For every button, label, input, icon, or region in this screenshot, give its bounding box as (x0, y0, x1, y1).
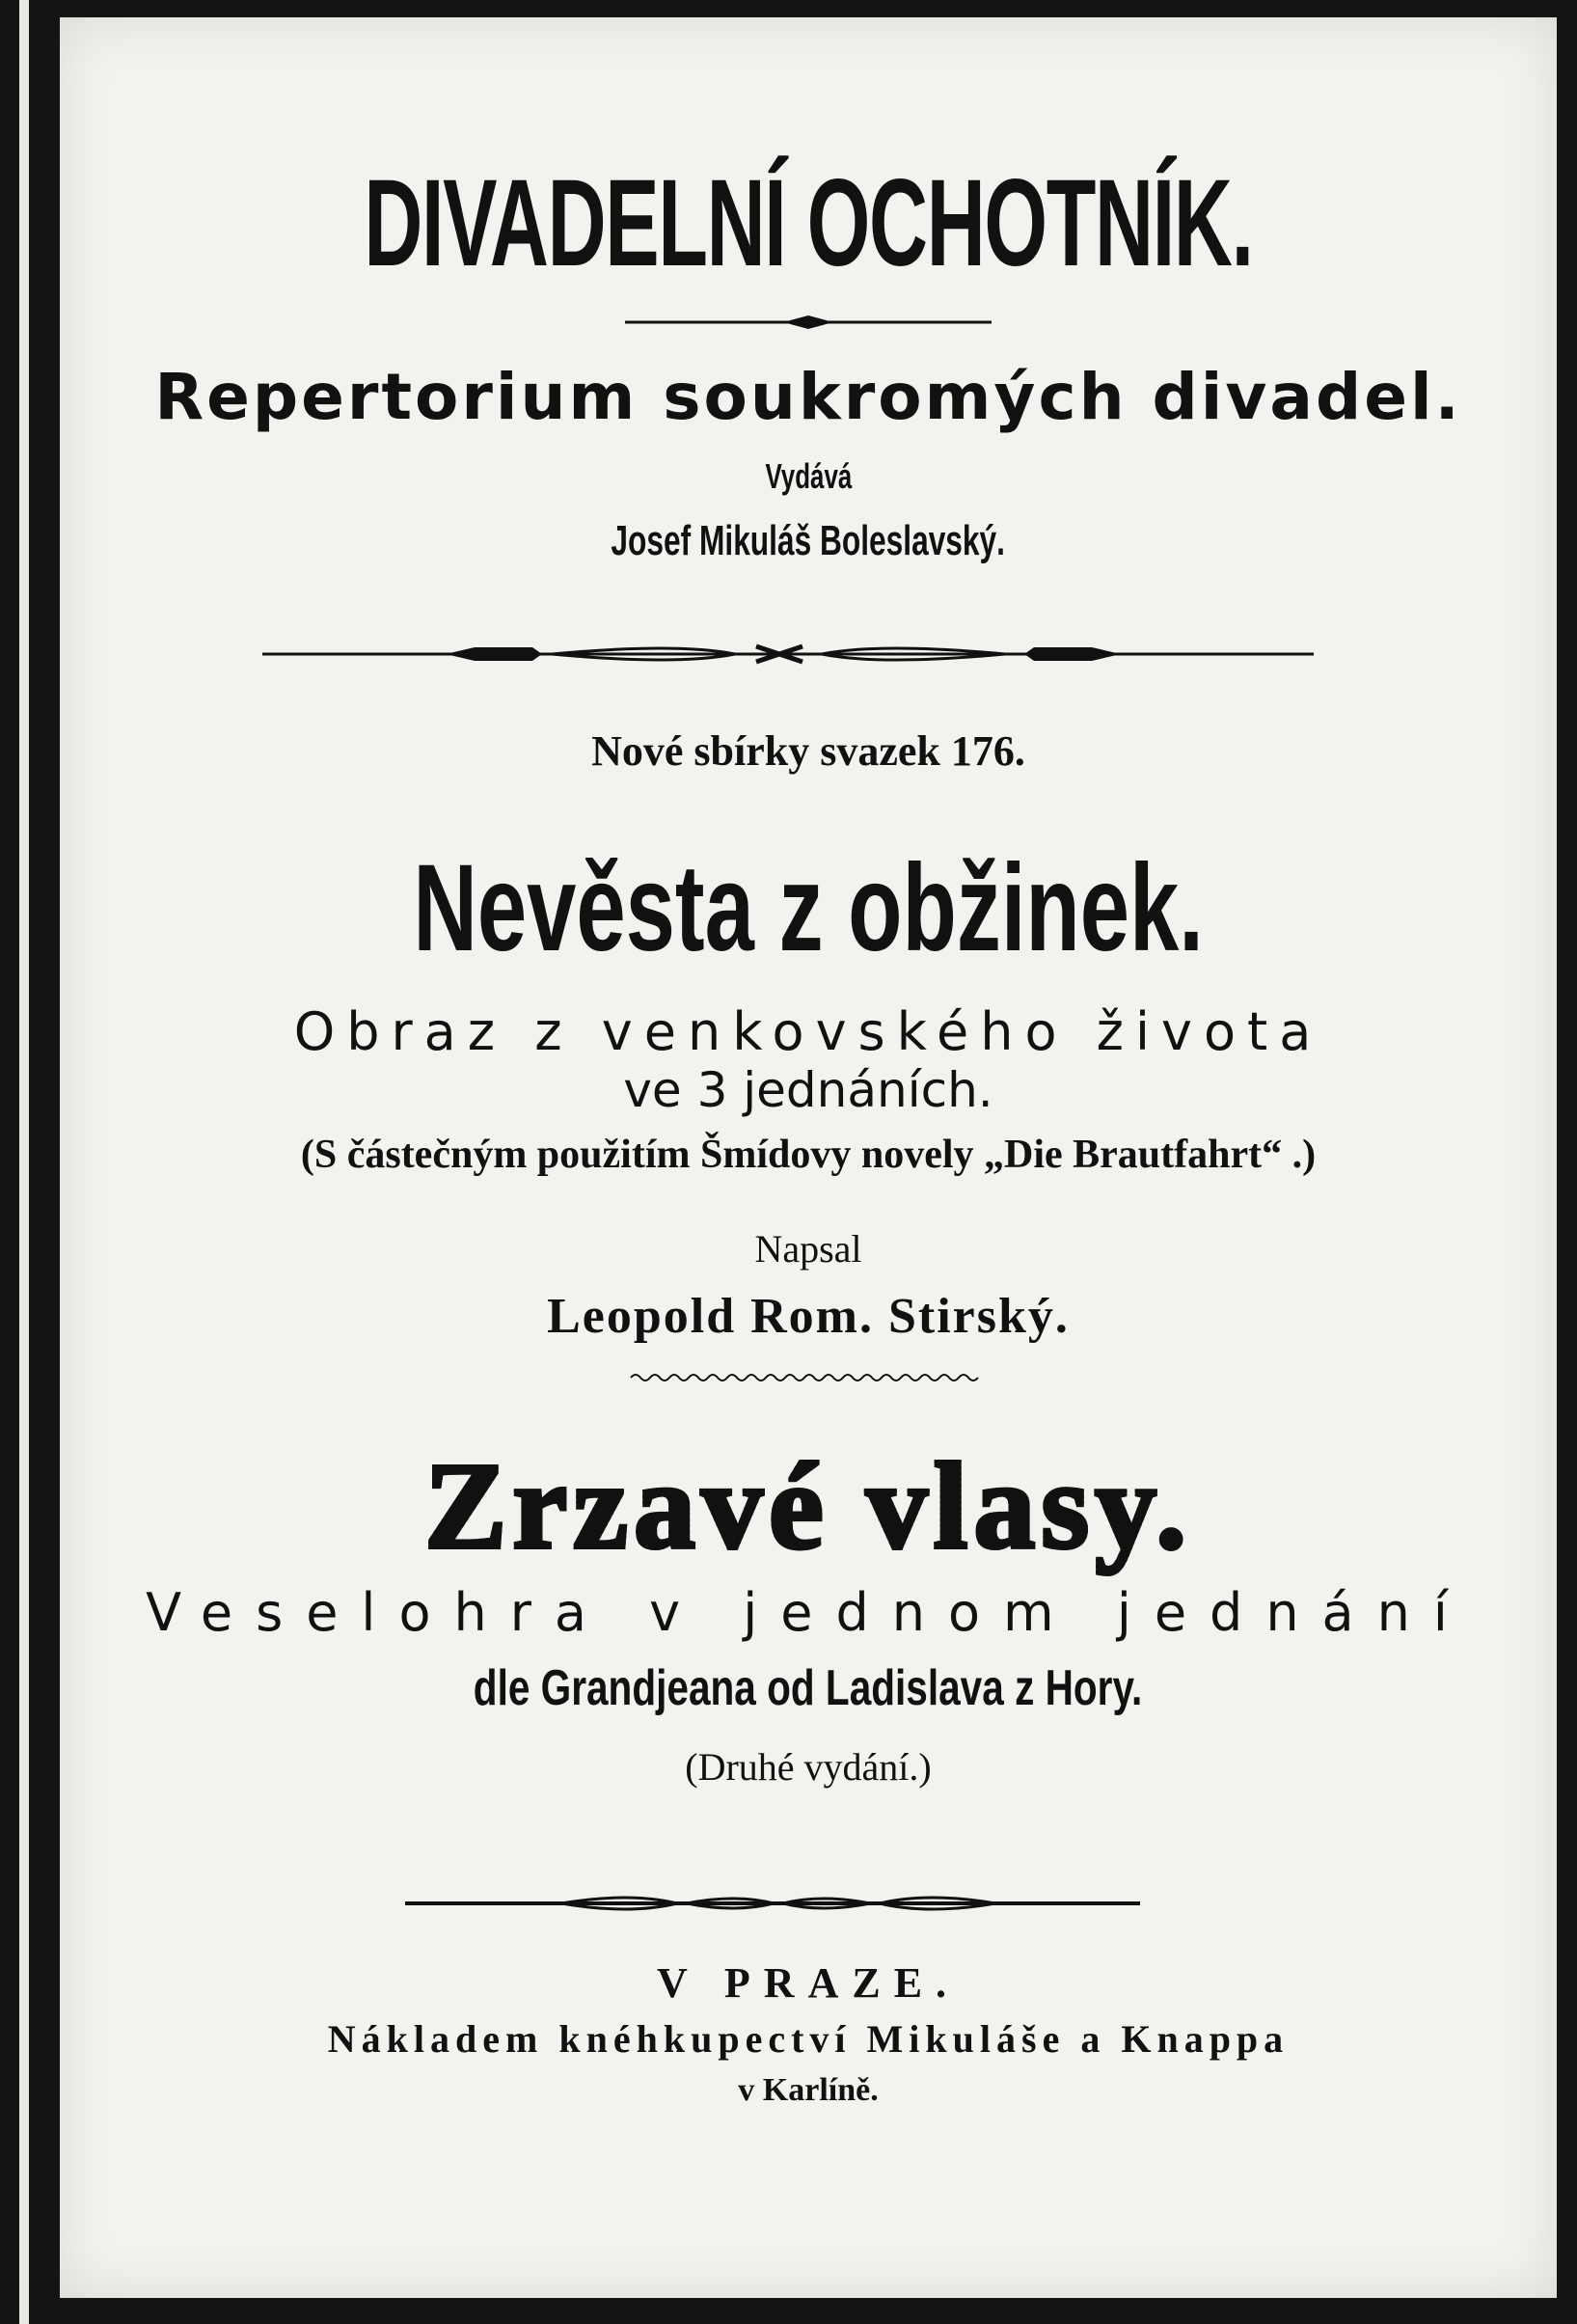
play-two-title-text: Zrzavé vlasy. (423, 1437, 1193, 1574)
imprint-place: v Karlíně. (738, 2072, 879, 2108)
play-two-adaptation-text: dle Grandjeana od Ladislava z Hory. (474, 1660, 1143, 1716)
imprint-publisher: Nákladem knéhkupectví Mikuláše a Knappa (327, 2017, 1290, 2061)
play-two-edition: (Druhé vydání.) (685, 1745, 932, 1789)
wavy-rule-ornament (60, 1358, 1557, 1397)
long-rule-ornament (60, 635, 1557, 673)
journal-title-text: DIVADELNÍ OCHOTNÍK. (364, 154, 1253, 292)
play-one-genre: Obraz z venkovského života (293, 1001, 1323, 1062)
publisher-name-text: Josef Mikuláš Boleslavský. (611, 517, 1006, 564)
play-two-genre: Veselohra v jednom jednání (146, 1582, 1471, 1643)
repertoire-subtitle: Repertorium soukromých divadel. (154, 360, 1462, 434)
play-two-adaptation (60, 1659, 1557, 1717)
play-one-note: (S částečným použitím Šmídovy novely „Die Brautfahrt“ .) (300, 1133, 1317, 1177)
play-two-title (60, 1435, 1557, 1577)
title-page (60, 17, 1557, 2298)
short-rule-ornament (60, 303, 1557, 342)
play-one-title (60, 837, 1557, 980)
page-edge-strip (19, 0, 29, 2324)
play-one-authored-label: Napsal (754, 1227, 862, 1271)
publisher-label-text: Vydává (765, 456, 852, 496)
journal-title (60, 152, 1557, 295)
publisher-name (60, 516, 1557, 565)
publisher-label (60, 456, 1557, 497)
play-one-acts: ve 3 jednáních. (623, 1062, 993, 1118)
play-one-title-text: Nevěsta z obžinek. (413, 839, 1204, 977)
series-volume: Nové sbírky svazek 176. (591, 727, 1025, 775)
play-one-author: Leopold Rom. Stirský. (547, 1289, 1070, 1344)
imprint-city: V PRAZE. (656, 1959, 961, 2007)
bottom-rule-ornament (60, 1884, 1557, 1923)
